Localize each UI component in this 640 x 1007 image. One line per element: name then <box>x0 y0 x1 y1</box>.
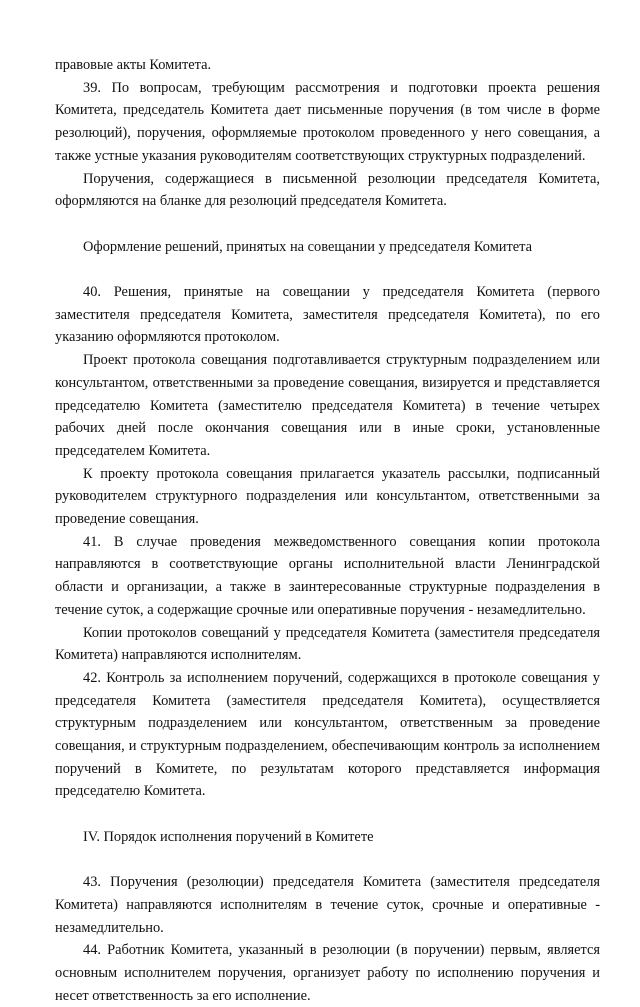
paragraph-40-draft-protocol: Проект протокола совещания подготавливается структурным подразделением или консультантом, ответственными за проведение совещания, визируется и представляется председателю Комитета (заместителю председателя Комитета) в течение четырех рабочих дней после окончания совещания или в иные сроки, установленные председателем Комитета. <box>55 352 600 459</box>
paragraph-continuation: правовые акты Комитета. <box>55 57 212 73</box>
paragraph-43: 43. Поручения (резолюции) председателя Комитета (заместителя председателя Комитета) направляются исполнителям в течение суток, срочные и оперативные - незамедлительно. <box>55 874 600 936</box>
paragraph-40-distribution: К проекту протокола совещания прилагается указатель рассылки, подписанный руководителем структурного подразделения или консультантом, ответственными за проведение совещания. <box>55 465 600 528</box>
paragraph-41-copies: Копии протоколов совещаний у председателя Комитета (заместителя председателя Комитета) направляются исполнителям. <box>55 624 600 664</box>
spacer <box>55 849 600 872</box>
document-page <box>55 54 600 1007</box>
paragraph-42: 42. Контроль за исполнением поручений, содержащихся в протоколе совещания у председателя Комитета (заместителя председателя Комитета), осуществляется структурным подразделением или консультантом, ответственным за проведение совещания, и структурным подразделением, обеспечивающим контроль за исполнением поручений в Комитете, по результатам которого представляется информация председателю Комитета. <box>55 669 600 800</box>
spacer <box>55 258 600 281</box>
section-heading-meeting-decisions: Оформление решений, принятых на совещании у председателя Комитета <box>83 238 533 255</box>
paragraph-41: 41. В случае проведения межведомственного совещания копии протокола направляются в соответствующие органы исполнительной власти Ленинградской области и организации, а также в заинтересованные структурные подразделения в течение суток, а содержащие срочные или оперативные поручения - незамедлительно. <box>55 533 600 618</box>
section-heading-iv: IV. Порядок исполнения поручений в Комитете <box>83 828 374 845</box>
paragraph-39-resolutions: Поручения, содержащиеся в письменной резолюции председателя Комитета, оформляются на бланке для резолюций председателя Комитета. <box>55 170 600 210</box>
paragraph-39: 39. По вопросам, требующим рассмотрения и подготовки проекта решения Комитета, председатель Комитета дает письменные поручения (в том числе в форме резолюций), поручения, оформляемые протоколом проведенного у него совещания, а также устные указания руководителям соответствующих структурных подразделений. <box>55 79 600 164</box>
spacer <box>55 213 600 236</box>
paragraph-44: 44. Работник Комитета, указанный в резолюции (в поручении) первым, является основным исполнителем поручения, организует работу по исполнению поручения и несет ответственность за его исполнение. <box>55 942 600 1004</box>
paragraph-40: 40. Решения, принятые на совещании у председателя Комитета (первого заместителя председателя Комитета, заместителя председателя Комитета), по его указанию оформляются протоколом. <box>55 284 600 346</box>
spacer <box>55 803 600 826</box>
